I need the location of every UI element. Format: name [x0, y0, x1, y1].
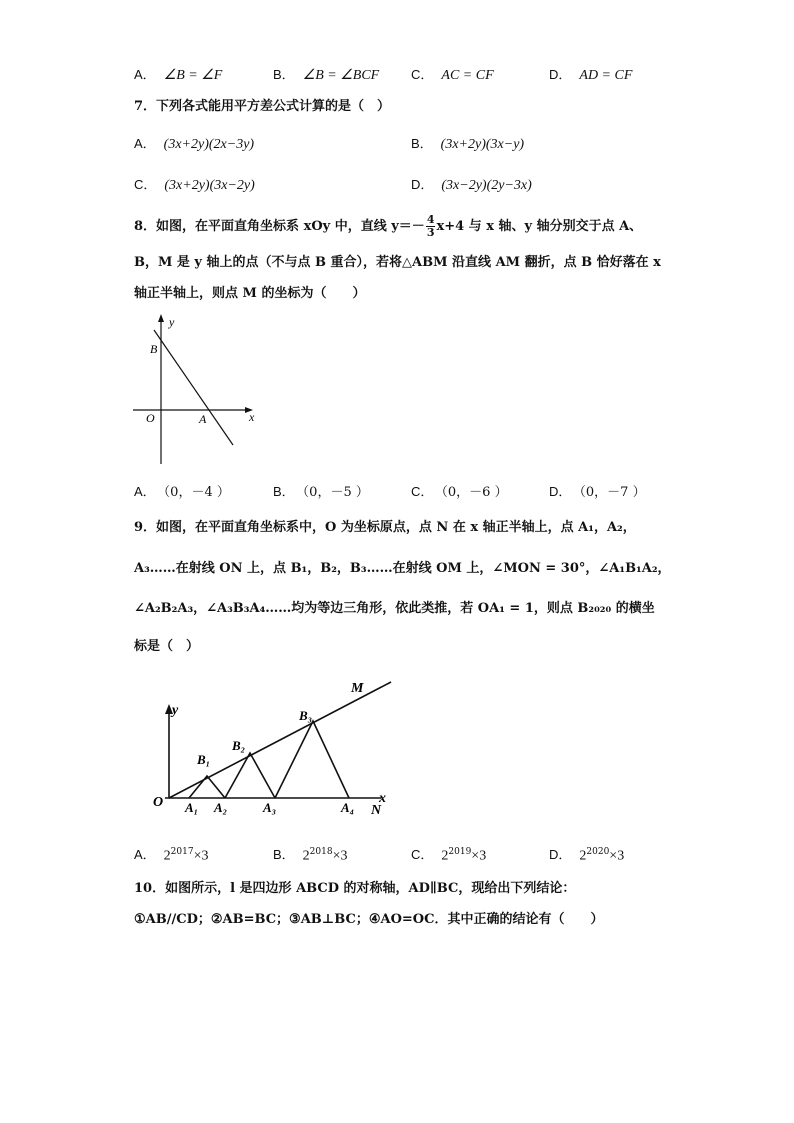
- q9-option-c: C． $2^{2019}\times 3$: [411, 847, 487, 864]
- q10-stem-line2: ①AB//CD；②AB=BC；③AB⊥BC；④AO=OC．其中正确的结论有（ ）: [134, 912, 604, 927]
- q9-figure: [145, 672, 405, 822]
- q7-option-d: D． (3x−2y)(2y−3x): [411, 177, 532, 193]
- q7-option-a: A． (3x+2y)(2x−3y): [134, 136, 255, 152]
- q10-stem-line1: 10．如图所示，l 是四边形 ABCD 的对称轴，AD∥BC，现给出下列结论：: [134, 881, 576, 896]
- q8-option-b: B． （0，－5 ）: [273, 484, 369, 500]
- q9-label-n: N: [371, 803, 382, 818]
- q9-stem-line1: 9．如图，在平面直角坐标系中，O 为坐标原点，点 N 在 x 轴正半轴上，点 A₁，A₂，: [134, 520, 636, 535]
- q8-fraction: $\frac{4}{3}$: [426, 213, 435, 239]
- q8-label-y: y: [169, 315, 175, 329]
- q6-option-d: D． AD = CF: [549, 67, 633, 83]
- q8-label-b: B: [150, 342, 158, 356]
- q8-label-o: O: [146, 411, 155, 425]
- q9-label-b3: B₃: [299, 708, 313, 723]
- q8-figure: [125, 312, 265, 472]
- q8-stem-line2: B，M 是 y 轴上的点（不与点 B 重合），若将△ABM 沿直线 AM 翻折，点 B 恰好落在 x: [134, 255, 661, 270]
- q9-option-a: A． $2^{2017}\times 3$: [134, 847, 209, 864]
- q9-label-x: x: [379, 791, 386, 806]
- q7-option-b: B． (3x+2y)(3x−y): [411, 136, 525, 152]
- q6-option-a: A． ∠B = ∠F: [134, 67, 223, 83]
- q7-stem: 7．下列各式能用平方差公式计算的是（ ）: [134, 99, 391, 114]
- q8-stem-line3: 轴正半轴上，则点 M 的坐标为（ ）: [134, 286, 366, 301]
- q9-label-a4: A₄: [341, 800, 355, 815]
- q9-option-d: D． $2^{2020}\times 3$: [549, 847, 625, 864]
- q8-option-a: A． （0，－4 ）: [134, 484, 230, 500]
- q9-stem-line3: ∠A₂B₂A₃，∠A₃B₃A₄……均为等边三角形，依此类推，若 OA₁ = 1，则点 B₂₀₂₀ 的横坐: [134, 601, 655, 616]
- q9-label-a1: A₁: [185, 800, 199, 815]
- q9-label-o: O: [153, 795, 164, 810]
- q9-label-a2: A₂: [214, 800, 228, 815]
- q9-option-b: B． $2^{2018}\times 3$: [273, 847, 348, 864]
- q7-option-c: C． (3x+2y)(3x−2y): [134, 177, 255, 193]
- q8-label-a: A: [199, 412, 207, 426]
- q8-label-x: x: [249, 410, 255, 424]
- q9-stem-line2: A₃……在射线 ON 上，点 B₁，B₂，B₃……在射线 OM 上，∠MON = 30°，∠A₁B₁A₂，: [134, 561, 671, 576]
- q8-option-c: C． （0，－6 ）: [411, 484, 508, 500]
- q8-stem-line1: 8．如图，在平面直角坐标系 xOy 中，直线 y＝－ $\frac{4}{3}$ x+4 与 x 轴、y 轴分别交于点 A、: [134, 213, 643, 239]
- q9-label-a3: A₃: [263, 800, 277, 815]
- q9-label-y: y: [172, 703, 179, 718]
- q9-label-b1: B₁: [197, 752, 211, 767]
- q9-stem-line4: 标是（ ）: [134, 639, 200, 654]
- q6-option-c: C． AC = CF: [411, 67, 494, 83]
- q6-option-b: B． ∠B = ∠BCF: [273, 67, 380, 83]
- q8-option-d: D． （0，－7 ）: [549, 484, 646, 500]
- q9-label-m: M: [351, 681, 364, 696]
- q9-label-b2: B₂: [232, 738, 246, 753]
